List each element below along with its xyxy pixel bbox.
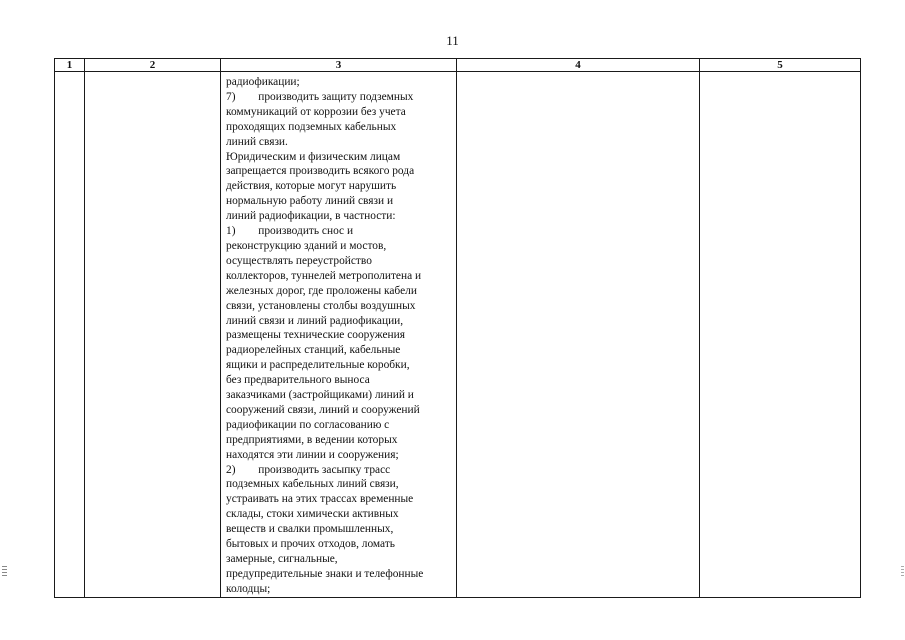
cell-col-1	[55, 72, 85, 598]
column-header-2: 2	[85, 59, 221, 72]
text-line: линий связи.	[226, 135, 288, 148]
text-line: подземных кабельных линий связи,	[226, 478, 399, 491]
text-line: без предварительного выноса	[226, 374, 370, 387]
column-header-1: 1	[55, 59, 85, 72]
text-line: предупредительные знаки и телефонные	[226, 567, 424, 580]
column-header-4: 4	[457, 59, 700, 72]
text-line: колодцы;	[226, 582, 271, 595]
column-3-text	[221, 72, 456, 597]
text-line: проходящих подземных кабельных	[226, 120, 397, 133]
text-line: бытовых и прочих отходов, ломать	[226, 538, 395, 551]
text-line: Юридическим и физическим лицам	[226, 150, 401, 163]
cell-col-3	[221, 72, 457, 598]
text-line: сооружений связи, линий и сооружений	[226, 403, 420, 416]
document-table	[54, 58, 861, 598]
text-line: коллекторов, туннелей метрополитена и	[226, 269, 422, 282]
text-line: 2) производить засыпку трасс	[226, 463, 391, 476]
text-line: находятся эти линии и сооружения;	[226, 448, 399, 461]
cell-col-4	[457, 72, 700, 598]
page-number: 11	[446, 33, 459, 48]
column-header-5: 5	[700, 59, 861, 72]
cell-col-2	[85, 72, 221, 598]
cell-col-5	[700, 72, 861, 598]
text-line: замерные, сигнальные,	[226, 553, 338, 565]
text-line: коммуникаций от коррозии без учета	[226, 105, 406, 118]
column-header-3: 3	[221, 59, 457, 72]
text-line: склады, стоки химически активных	[226, 508, 399, 521]
text-line: действия, которые могут нарушить	[226, 180, 397, 193]
scan-edge-mark-right	[901, 566, 904, 576]
text-line: запрещается производить всякого рода	[226, 165, 415, 178]
text-line: линий радиофикации, в частности:	[226, 210, 396, 223]
text-line: реконструкцию зданий и мостов,	[226, 239, 387, 252]
text-line: размещены технические сооружения	[226, 329, 405, 342]
text-line: линий связи и линий радиофикации,	[226, 314, 404, 327]
text-line: осуществлять переустройство	[226, 254, 372, 267]
text-line: железных дорог, где проложены кабели	[226, 284, 417, 297]
text-line: радиофикации по согласованию с	[226, 418, 390, 431]
text-line: связи, установлены столбы воздушных	[226, 299, 416, 312]
text-line: 1) производить снос и	[226, 225, 354, 238]
table-row	[55, 72, 861, 598]
text-line: ящики и распределительные коробки,	[226, 359, 410, 372]
text-line: устраивать на этих трассах временные	[226, 493, 414, 506]
table-header-row	[55, 59, 861, 72]
text-line: радиофикации;	[226, 76, 300, 88]
text-line: предприятиями, в ведении которых	[226, 433, 398, 446]
scan-edge-mark-left	[2, 566, 7, 576]
text-line: радиорелейных станций, кабельные	[226, 344, 401, 357]
text-line: заказчиками (застройщиками) линий и	[226, 389, 414, 402]
text-line: веществ и свалки промышленных,	[226, 523, 394, 536]
text-line: 7) производить защиту подземных	[226, 90, 414, 103]
text-line: нормальную работу линий связи и	[226, 195, 394, 208]
